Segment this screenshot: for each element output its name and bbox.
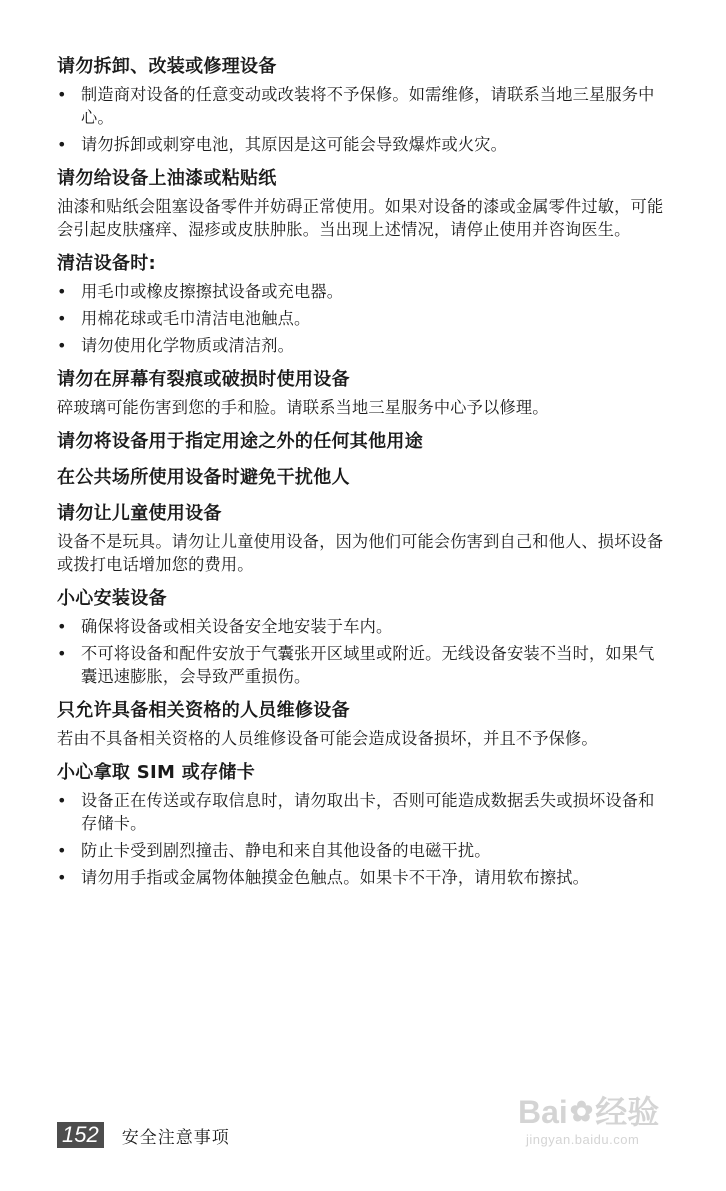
bullet-list bbox=[57, 83, 669, 156]
section-sim-card bbox=[57, 760, 669, 889]
bullet-list bbox=[57, 615, 669, 688]
bullet-list bbox=[57, 789, 669, 889]
section-heading: 请勿拆卸、改装或修理设备 bbox=[57, 56, 277, 77]
watermark-url: jingyan.baidu.com bbox=[526, 1132, 640, 1147]
bullet-item: • 设备正在传送或存取信息时，请勿取出卡，否则可能造成数据丢失或损坏设备和存储卡。 bbox=[57, 789, 669, 835]
section-text: 油漆和贴纸会阻塞设备零件并妨碍正常使用。如果对设备的漆或金属零件过敏，可能会引起皮肤瘙痒、湿疹或皮肤肿胀。当出现上述情况，请停止使用并咨询医生。 bbox=[57, 197, 664, 239]
section-heading: 请勿给设备上油漆或粘贴纸 bbox=[57, 168, 277, 189]
bullet-item: • 确保将设备或相关设备安全地安装于车内。 bbox=[57, 615, 669, 638]
section-children bbox=[57, 501, 669, 576]
section-heading: 小心安装设备 bbox=[57, 588, 167, 609]
bullet-item: • 防止卡受到剧烈撞击、静电和来自其他设备的电磁干扰。 bbox=[57, 839, 669, 862]
section-public-places bbox=[57, 465, 669, 491]
section-text: 设备不是玩具。请勿让儿童使用设备，因为他们可能会伤害到自己和他人、损坏设备或拨打电话增加您的费用。 bbox=[57, 532, 664, 574]
section-disassembly bbox=[57, 54, 669, 156]
bullet-item: • 用棉花球或毛巾清洁电池触点。 bbox=[57, 307, 669, 330]
document-body bbox=[57, 54, 669, 899]
bullet-item: • 不可将设备和配件安放于气囊张开区域里或附近。无线设备安装不当时，如果气囊迅速膨胀，会导致严重损伤。 bbox=[57, 642, 669, 688]
watermark-logo-text-2: 经验 bbox=[595, 1094, 660, 1130]
watermark bbox=[518, 1094, 698, 1174]
paw-icon: ✿ bbox=[569, 1096, 594, 1127]
section-installation bbox=[57, 586, 669, 688]
bullet-item: • 用毛巾或橡皮擦擦拭设备或充电器。 bbox=[57, 280, 669, 303]
watermark-logo-text: Bai bbox=[518, 1094, 568, 1130]
section-heading: 在公共场所使用设备时避免干扰他人 bbox=[57, 467, 350, 488]
section-heading: 请勿让儿童使用设备 bbox=[57, 503, 222, 524]
section-text: 碎玻璃可能伤害到您的手和脸。请联系当地三星服务中心予以修理。 bbox=[57, 398, 549, 417]
bullet-item: • 请勿用手指或金属物体触摸金色触点。如果卡不干净，请用软布擦拭。 bbox=[57, 866, 669, 889]
section-heading: 请勿将设备用于指定用途之外的任何其他用途 bbox=[57, 431, 423, 452]
bullet-list bbox=[57, 280, 669, 357]
footer-title: 安全注意事项 bbox=[121, 1127, 230, 1148]
watermark-logo bbox=[518, 1094, 698, 1130]
section-text: 若由不具备相关资格的人员维修设备可能会造成设备损坏，并且不予保修。 bbox=[57, 729, 598, 748]
section-cracked-screen bbox=[57, 367, 669, 419]
section-paint bbox=[57, 166, 669, 241]
page-footer bbox=[57, 1122, 230, 1148]
section-qualified-service bbox=[57, 698, 669, 750]
bullet-item: • 请勿拆卸或刺穿电池，其原因是这可能会导致爆炸或火灾。 bbox=[57, 133, 669, 156]
section-heading: 请勿在屏幕有裂痕或破损时使用设备 bbox=[57, 369, 350, 390]
bullet-item: • 制造商对设备的任意变动或改装将不予保修。如需维修，请联系当地三星服务中心。 bbox=[57, 83, 669, 129]
section-intended-use bbox=[57, 429, 669, 455]
bullet-item: • 请勿使用化学物质或清洁剂。 bbox=[57, 334, 669, 357]
section-heading: 小心拿取 SIM 或存储卡 bbox=[57, 762, 256, 783]
page-number: 152 bbox=[57, 1122, 104, 1148]
section-cleaning bbox=[57, 251, 669, 357]
section-heading: 只允许具备相关资格的人员维修设备 bbox=[57, 700, 350, 721]
section-heading: 清洁设备时: bbox=[57, 253, 156, 274]
